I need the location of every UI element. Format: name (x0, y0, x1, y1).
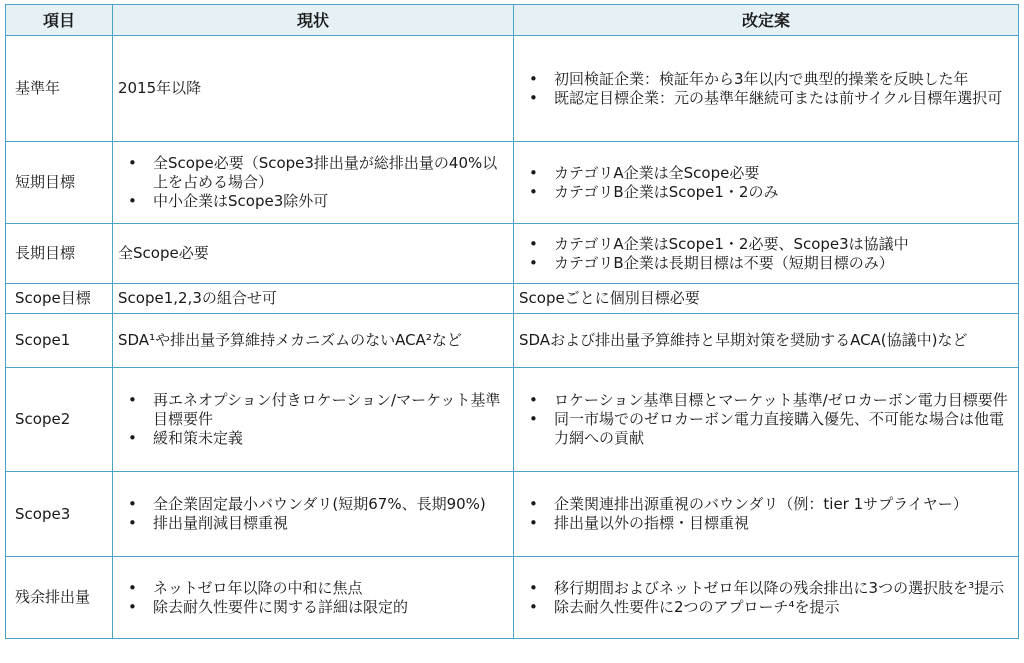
header-current: 現状 (113, 5, 514, 36)
proposal-cell: SDAおよび排出量予算維持と早期対策を奨励するACA(協議中)など (514, 314, 1019, 368)
row-item-label: 長期目標 (6, 224, 113, 284)
table-row (6, 284, 1019, 314)
table-row (6, 142, 1019, 224)
current-cell: Scope1,2,3の組合せ可 (113, 284, 514, 314)
list-item: • カテゴリB企業は長期目標は不要（短期目標のみ） (520, 254, 1012, 273)
row-item-label: Scope3 (6, 472, 113, 557)
current-cell: 2015年以降 (113, 36, 514, 142)
row-item-label: Scope目標 (6, 284, 113, 314)
list-item: • ロケーション基準目標とマーケット基準/ゼロカーボン電力目標要件 (520, 391, 1012, 410)
list-item: • 中小企業はScope3除外可 (119, 192, 507, 211)
current-cell (113, 142, 514, 224)
row-item-label: 基準年 (6, 36, 113, 142)
list-item: • 既認定目標企業：元の基準年継続可または前サイクル目標年選択可 (520, 89, 1012, 108)
current-cell (113, 368, 514, 472)
proposal-cell (514, 557, 1019, 639)
header-row (6, 5, 1019, 36)
current-cell: 全Scope必要 (113, 224, 514, 284)
header-item: 項目 (6, 5, 113, 36)
list-item: • カテゴリA企業はScope1・2必要、Scope3は協議中 (520, 235, 1012, 254)
table-row (6, 36, 1019, 142)
current-cell: SDA¹や排出量予算維持メカニズムのないACA²など (113, 314, 514, 368)
current-cell (113, 557, 514, 639)
row-item-label: Scope2 (6, 368, 113, 472)
comparison-table (5, 4, 1019, 639)
table-row (6, 314, 1019, 368)
list-item: • 同一市場でのゼロカーボン電力直接購入優先、不可能な場合は他電力網への貢献 (520, 410, 1012, 448)
table-row (6, 368, 1019, 472)
list-item: • 排出量以外の指標・目標重視 (520, 514, 1012, 533)
list-item: • 排出量削減目標重視 (119, 514, 507, 533)
list-item: • 初回検証企業：検証年から3年以内で典型的操業を反映した年 (520, 70, 1012, 89)
list-item: • カテゴリB企業はScope1・2のみ (520, 183, 1012, 202)
proposal-cell (514, 142, 1019, 224)
proposal-cell (514, 36, 1019, 142)
row-item-label: 残余排出量 (6, 557, 113, 639)
list-item: • 全企業固定最小バウンダリ(短期67%、長期90%) (119, 495, 507, 514)
proposal-cell (514, 472, 1019, 557)
table-row (6, 557, 1019, 639)
list-item: • 緩和策未定義 (119, 429, 507, 448)
proposal-cell (514, 224, 1019, 284)
row-item-label: 短期目標 (6, 142, 113, 224)
list-item: • 再エネオプション付きロケーション/マーケット基準目標要件 (119, 391, 507, 429)
proposal-cell: Scopeごとに個別目標必要 (514, 284, 1019, 314)
list-item: • カテゴリA企業は全Scope必要 (520, 164, 1012, 183)
proposal-cell (514, 368, 1019, 472)
table-row (6, 224, 1019, 284)
list-item: • ネットゼロ年以降の中和に焦点 (119, 579, 507, 598)
list-item: • 全Scope必要（Scope3排出量が総排出量の40%以上を占める場合） (119, 154, 507, 192)
list-item: • 除去耐久性要件に関する詳細は限定的 (119, 598, 507, 617)
table-row (6, 472, 1019, 557)
row-item-label: Scope1 (6, 314, 113, 368)
list-item: • 企業関連排出源重視のバウンダリ（例：tier 1サプライヤー） (520, 495, 1012, 514)
header-proposal: 改定案 (514, 5, 1019, 36)
current-cell (113, 472, 514, 557)
list-item: • 移行期間およびネットゼロ年以降の残余排出に3つの選択肢を³提示 (520, 579, 1012, 598)
list-item: • 除去耐久性要件に2つのアプローチ⁴を提示 (520, 598, 1012, 617)
